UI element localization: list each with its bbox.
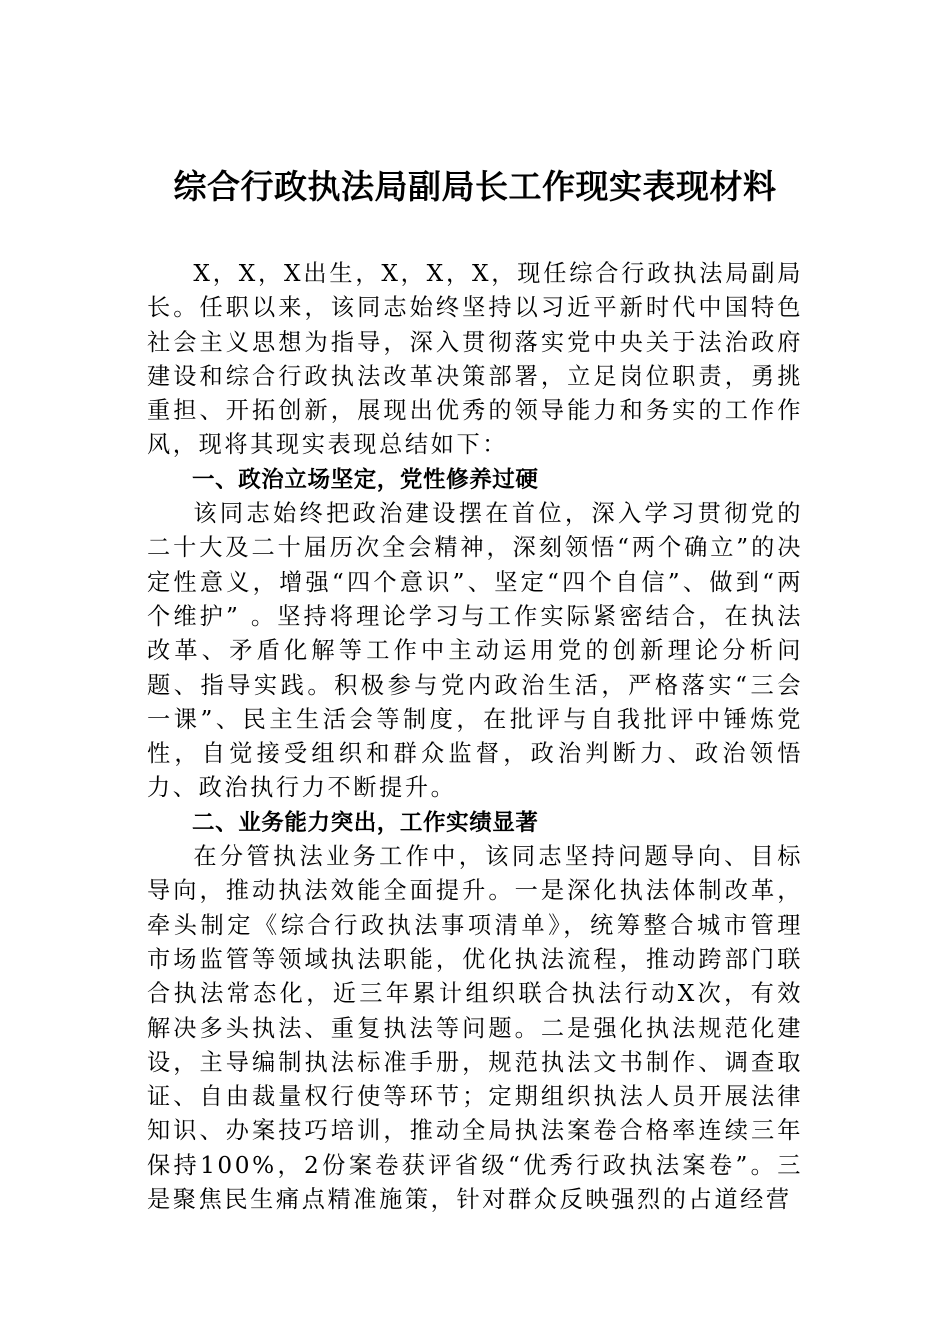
section-paragraph-1: 该同志始终把政治建设摆在首位，深入学习贯彻党的二十大及二十届历次全会精神，深刻领悟“两个确立”的决定性意义，增强“四个意识”、坚定“四个自信”、做到“两个维护” 。坚持将理论学习与工作实际紧密结合，在执法改革、矛盾化解等工作中主动运用党的创新理论分析问题、指导实践。积极参与党内政治生活，严格落实“三会一课”、民主生活会等制度，在批评与自我批评中锤炼党性，自觉接受组织和群众监督，政治判断力、政治领悟力、政治执行力不断提升。 — [147, 500, 803, 802]
intro-paragraph: X，X，X出生，X，X，X，现任综合行政执法局副局长。任职以来，该同志始终坚持以习近平新时代中国特色社会主义思想为指导，深入贯彻落实党中央关于法治政府建设和综合行政执法改革决策部署，立足岗位职责，勇挑重担、开拓创新，展现出优秀的领导能力和务实的工作作风，现将其现实表现总结如下： — [147, 260, 803, 459]
section-heading-1: 一、政治立场坚定，党性修养过硬 — [192, 466, 539, 493]
section-paragraph-2: 在分管执法业务工作中，该同志坚持问题导向、目标导向，推动执法效能全面提升。一是深化执法体制改革，牵头制定《综合行政执法事项清单》，统筹整合城市管理市场监管等领域执法职能，优化执法流程，推动跨部门联合执法常态化，近三年累计组织联合执法行动X次，有效解决多头执法、重复执法等问题。二是强化执法规范化建设，主导编制执法标准手册，规范执法文书制作、调查取证、自由裁量权行使等环节；定期组织执法人员开展法律知识、办案技巧培训，推动全局执法案卷合格率连续三年保持100%，2份案卷获评省级“优秀行政执法案卷”。三是聚焦民生痛点精准施策，针对群众反映强烈的占道经营 — [147, 843, 803, 1214]
document-title: 综合行政执法局副局长工作现实表现材料 — [173, 167, 777, 206]
document-body — [147, 257, 803, 1217]
section-heading-2: 二、业务能力突出，工作实绩显著 — [192, 809, 539, 836]
